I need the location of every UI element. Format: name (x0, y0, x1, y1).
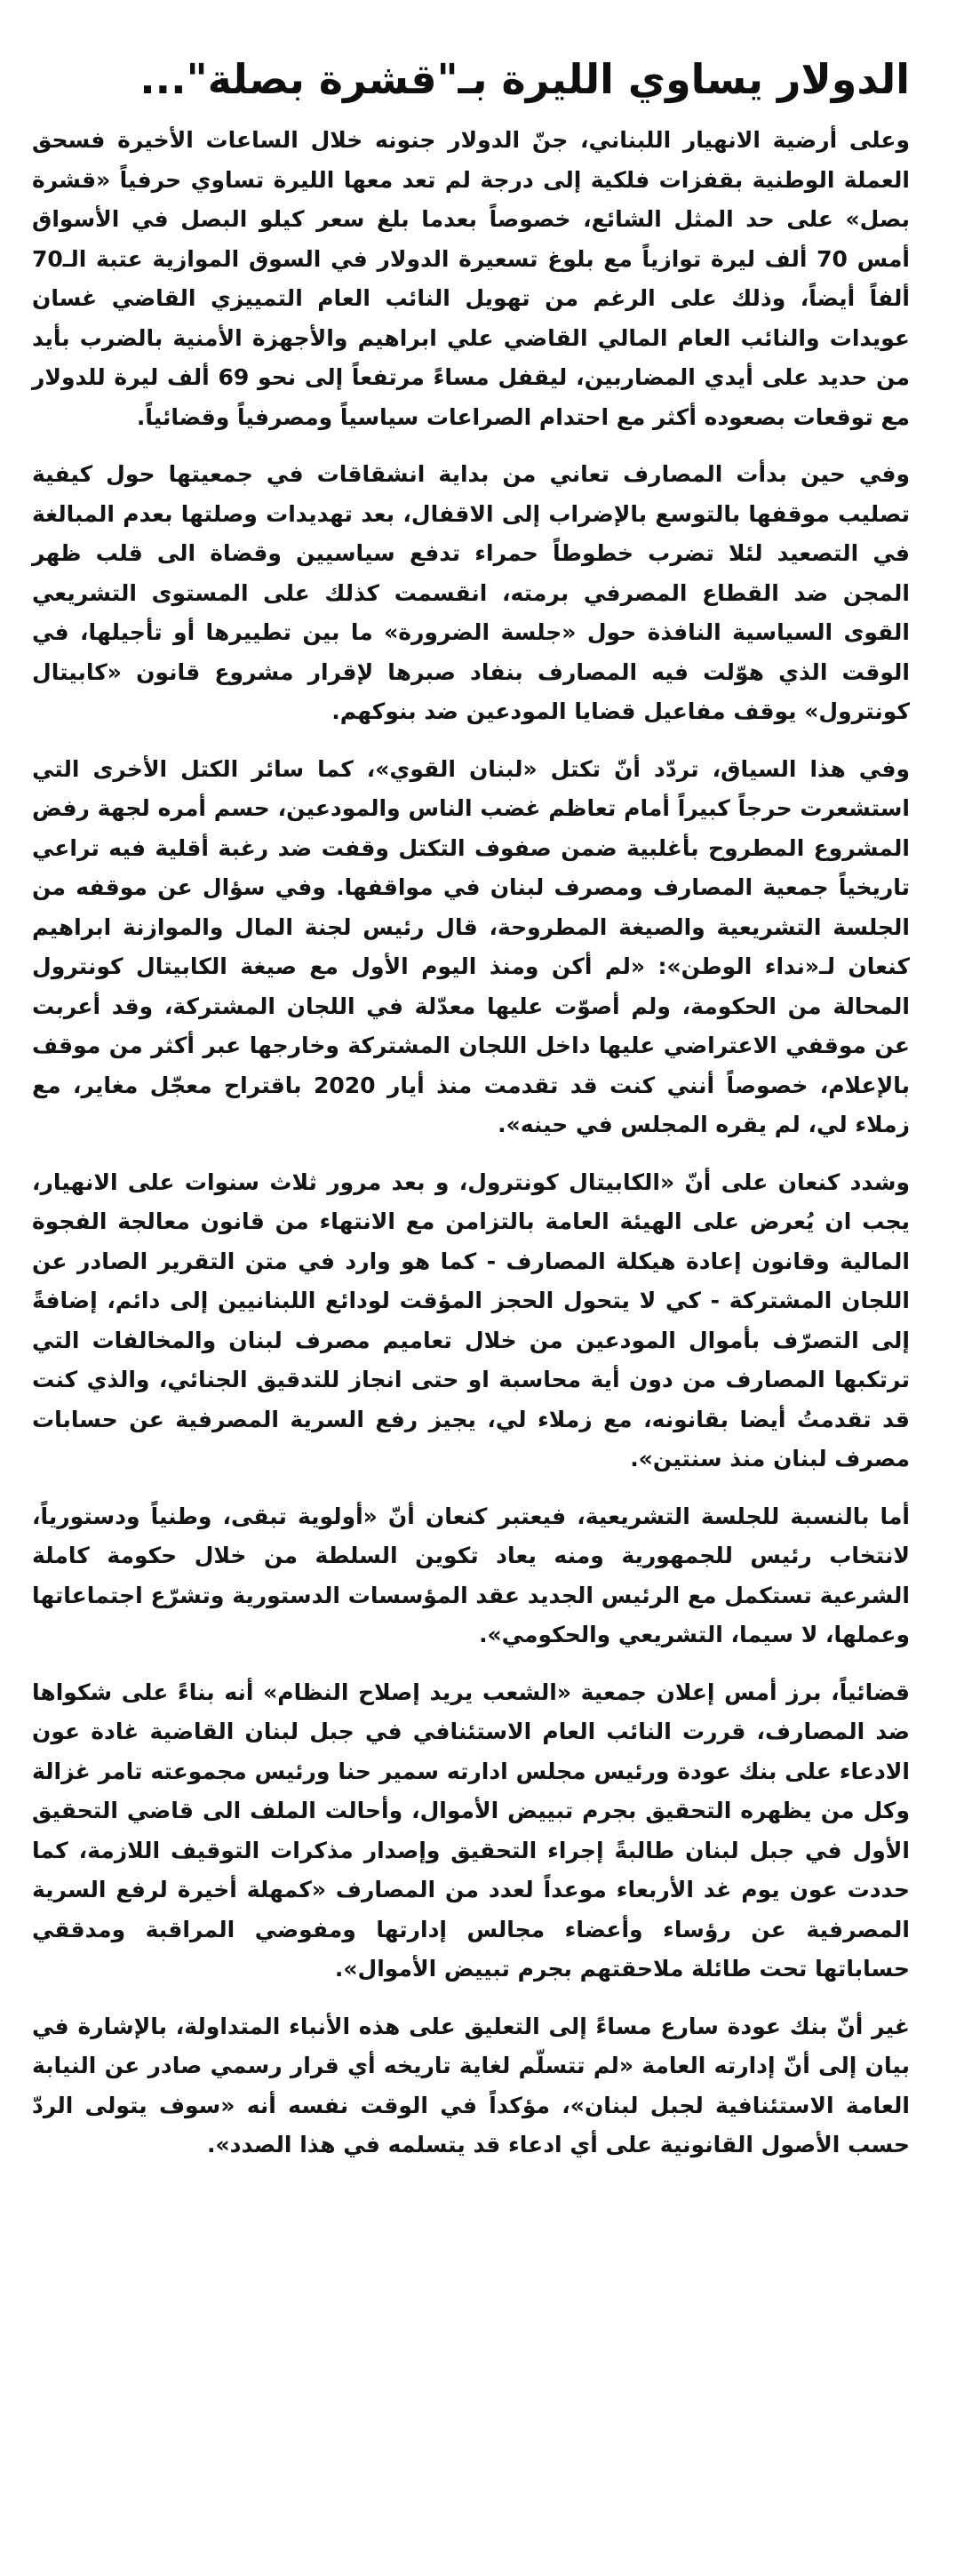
article-paragraph-6: قضائياً، برز أمس إعلان جمعية «الشعب يريد إصلاح النظام» أنه بناءً على شكواها ضد المصارف، قررت النائب العام الاستئنافي في جبل لبنان القاضية غادة عون الادعاء على بنك عودة ورئيس مجلس ادارته سمير حنا ورئيس مجموعته تامر غزالة وكل من يظهره التحقيق بجرم تبييض الأموال، وأحالت الملف الى قاضي التحقيق الأول في جبل لبنان طالبةً إجراء التحقيق وإصدار مذكرات التوقيف اللازمة، كما حددت عون يوم غد الأربعاء موعداً لعدد من المصارف «كمهلة أخيرة لرفع السرية المصرفية عن رؤساء وأعضاء مجالس إدارتها ومفوضي المراقبة ومدققي حساباتها تحت طائلة ملاحقتهم بجرم تبييض الأموال». (32, 1679, 910, 1982)
article-paragraph-4: وشدد كنعان على أنّ «الكابيتال كونترول، و بعد مرور ثلاث سنوات على الانهيار، يجب ان يُعرض على الهيئة العامة بالتزامن مع الانتهاء من قانون معالجة الفجوة المالية وقانون إعادة هيكلة المصارف - كما هو وارد في متن التقرير الصادر عن اللجان المشتركة - كي لا يتحول الحجز المؤقت لودائع اللبنانيين إلى دائم، إضافةً إلى التصرّف بأموال المودعين من خلال تعاميم مصرف لبنان والمخالفات التي ترتكبها المصارف من دون أية محاسبة او حتى انجاز للتدقيق الجنائي، والذي كنت قد تقدمتُ أيضا بقانونه، مع زملاء لي، يجيز رفع السرية المصرفية عن حسابات مصرف لبنان منذ سنتين». (32, 1168, 910, 1471)
article-paragraph-3: وفي هذا السياق، تردّد أنّ تكتل «لبنان القوي»، كما سائر الكتل الأخرى التي استشعرت حرجاً كبيراً أمام تعاظم غضب الناس والمودعين، حسم أمره لجهة رفض المشروع المطروح بأغلبية ضمن صفوف التكتل وقفت ضد رغبة أقلية فيه تراعي تاريخياً جمعية المصارف ومصرف لبنان في مواقفها. وفي سؤال عن موقفه من الجلسة التشريعية والصيغة المطروحة، قال رئيس لجنة المال والموازنة ابراهيم كنعان لـ«نداء الوطن»: «لم أكن ومنذ اليوم الأول مع صيغة الكابيتال كونترول المحالة من الحكومة، ولم أصوّت عليها معدّلة في اللجان المشتركة، وقد أعربت عن موقفي الاعتراضي عليها داخل اللجان المشتركة وخارجها عبر أكثر من موقف بالإعلام، خصوصاً أنني كنت قد تقدمت منذ أيار 2020 باقتراح معجّل مغاير، مع زملاء لي، لم يقره المجلس في حينه». (32, 755, 910, 1137)
article-headline: الدولار يساوي الليرة بـ"قشرة بصلة"... (139, 55, 910, 103)
article-body (32, 121, 910, 2165)
article-paragraph-5: أما بالنسبة للجلسة التشريعية، فيعتبر كنعان أنّ «أولوية تبقى، وطنياً ودستورياً، لانتخاب رئيس للجمهورية ومنه يعاد تكوين السلطة من خلال حكومة كاملة الشرعية تستكمل مع الرئيس الجديد عقد المؤسسات الدستورية وتشرّع اجتماعاتها وعملها، لا سيما، التشريعي والحكومي». (32, 1503, 910, 1647)
article-paragraph-7: غير أنّ بنك عودة سارع مساءً إلى التعليق على هذه الأنباء المتداولة، بالإشارة في بيان إلى أنّ إدارته العامة «لم تتسلّم لغاية تاريخه أي قرار رسمي صادر عن النيابة العامة الاستئنافية لجبل لبنان»، مؤكداً في الوقت نفسه أنه «سوف يتولى الردّ حسب الأصول القانونية على أي ادعاء قد يتسلمه في هذا الصدد». (32, 2013, 910, 2157)
article-paragraph-2: وفي حين بدأت المصارف تعاني من بداية انشقاقات في جمعيتها حول كيفية تصليب موقفها بالتوسع بالإضراب إلى الاقفال، بعد تهديدات وصلتها بعدم المبالغة في التصعيد لئلا تضرب خطوطاً حمراء تدفع سياسيين وقضاة الى قلب ظهر المجن ضد القطاع المصرفي برمته، انقسمت كذلك على المستوى التشريعي القوى السياسية النافذة حول «جلسة الضرورة» ما بين تطييرها أو تأجيلها، في الوقت الذي هوّلت فيه المصارف بنفاد صبرها لإقرار مشروع قانون «كابيتال كونترول» يوقف مفاعيل قضايا المودعين ضد بنوكهم. (32, 461, 910, 724)
article-paragraph-1: وعلى أرضية الانهيار اللبناني، جنّ الدولار جنونه خلال الساعات الأخيرة فسحق العملة الوطنية بقفزات فلكية إلى درجة لم تعد معها الليرة تساوي حرفياً «قشرة بصل» على حد المثل الشائع، خصوصاً بعدما بلغ سعر كيلو البصل في الأسواق أمس 70 ألف ليرة توازياً مع بلوغ تسعيرة الدولار في السوق الموازية عتبة الـ70 ألفاً أيضاً، وذلك على الرغم من تهويل النائب العام التمييزي القاضي غسان عويدات والنائب العام المالي القاضي علي ابراهيم والأجهزة الأمنية بالضرب بأيد من حديد على أيدي المضاربين، ليقفل مساءً مرتفعاً إلى نحو 69 ألف ليرة للدولار مع توقعات بصعوده أكثر مع احتدام الصراعات سياسياً ومصرفياً وقضائياً. (32, 127, 910, 430)
